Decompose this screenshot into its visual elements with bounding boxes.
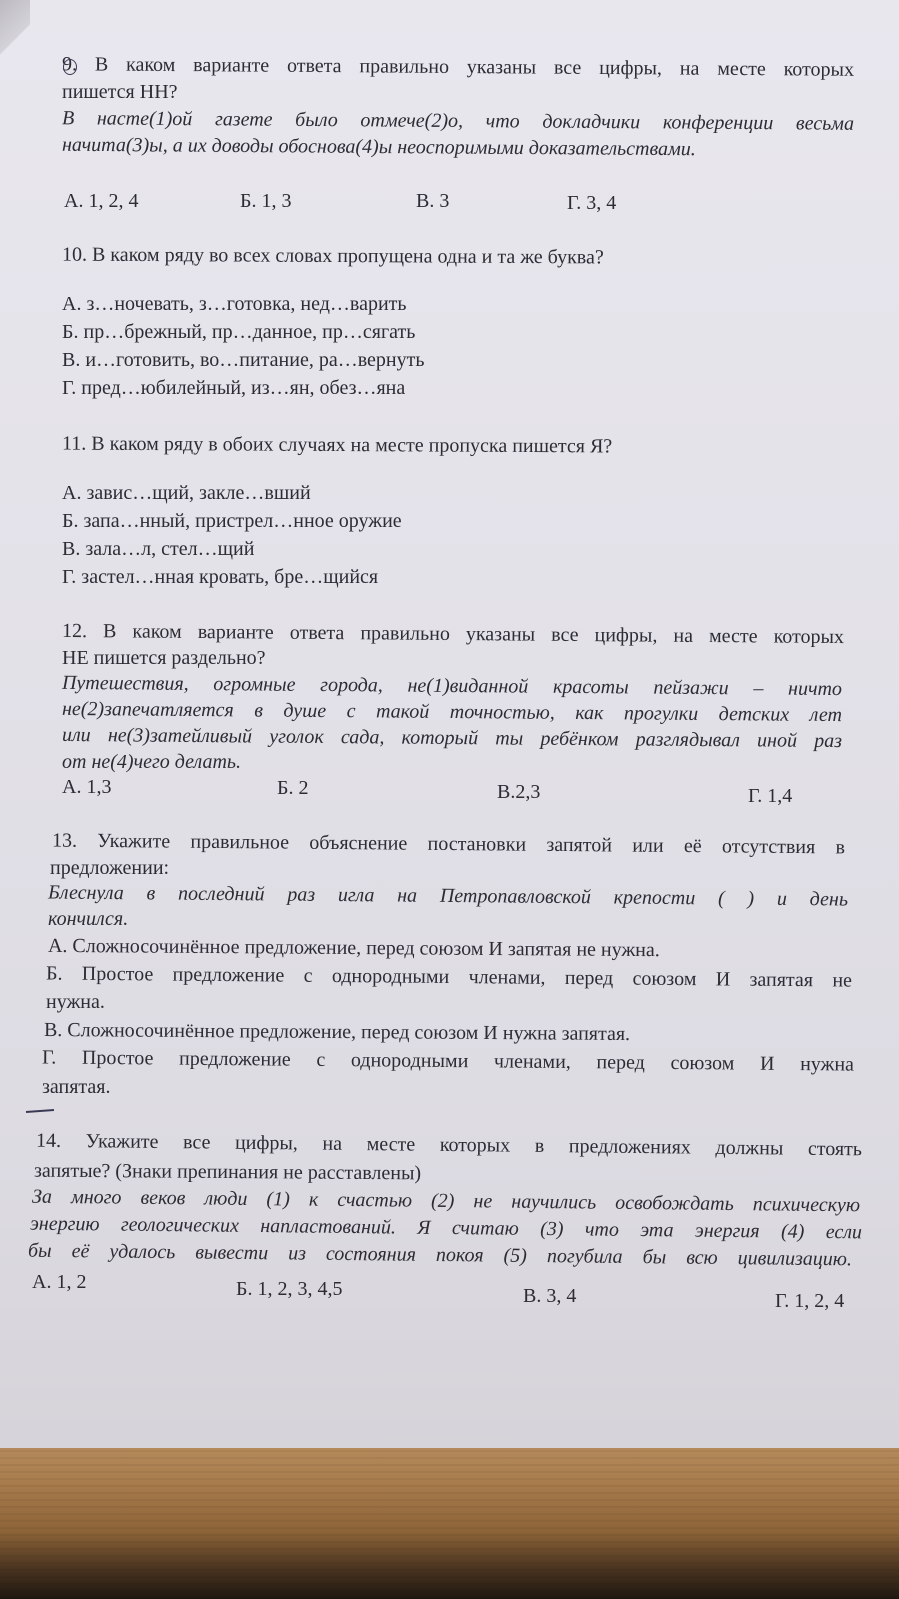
q9-title-line-2: пишется НН? [62,81,178,103]
q11-title: 11. В каком ряду в обоих случаях на месте пропуска пишется Я? [61,432,613,458]
q9-option-a: А. 1, 2, 4 [64,190,139,212]
q12-option-b: Б. 2 [277,777,309,799]
q14-text-line-3: бы её удалось вывести из состояния покоя (5) погубила бы всю цивилизацию. [27,1239,853,1271]
q9-option-b: Б. 1, 3 [240,190,292,212]
q11-option-d: Г. застел…нная кровать, бре…щийся [62,566,379,588]
q12-text-line-3: или не(3)затейливый уголок сада, который ты ребёнком разглядывал иной раз [61,723,843,753]
q14-text-line-1: За много веков люди (1) к счастью (2) не научились освобождать психическую [31,1185,861,1217]
q12-title-line-2: НЕ пишется раздельно? [62,647,266,669]
q13-title-line-1: 13. Укажите правильное объяснение постановки запятой или её отсутствия в [51,829,846,859]
q13-option-c: В. Сложносочинённое предложение, перед союзом И нужна запятая. [43,1018,631,1046]
q13-option-d-line-1: Г. Простое предложение с однородными членами, перед союзом И нужна [41,1046,855,1076]
q11-option-a: А. завис…щий, закле…вший [62,482,311,504]
q14-option-d: Г. 1, 2, 4 [775,1290,845,1312]
q14-option-b: Б. 1, 2, 3, 4,5 [236,1278,343,1300]
q10-option-d: Г. пред…юбилейный, из…ян, обез…яна [62,377,406,399]
pen-circle-mark [63,59,77,75]
q9-option-c: В. 3 [416,190,450,212]
q13-title-line-2: предложении: [50,857,170,879]
wooden-desk-background [0,1448,899,1599]
q9-text-line-1: В насте(1)ой газете было отмече(2)о, что докладчики конференции весьма [61,107,855,135]
q13-option-b-line-2: нужна. [46,991,105,1013]
q14-title-line-1: 14. Укажите все цифры, на месте которых в предложениях должны стоять [35,1129,863,1161]
q11-option-b: Б. запа…нный, пристрел…нное оружие [62,510,402,532]
q13-option-b-line-1: Б. Простое предложение с однородными членами, перед союзом И запятая не [45,962,853,992]
q12-option-c: В.2,3 [497,781,541,803]
q12-text-line-4: от не(4)чего делать. [62,751,242,773]
q12-text-line-1: Путешествия, огромные города, не(1)виданной красоты пейзажи – ничто [61,671,843,701]
q12-option-d: Г. 1,4 [748,785,793,807]
q9-option-d: Г. 3, 4 [567,192,617,214]
q10-option-a: А. з…ночевать, з…готовка, нед…варить [62,293,407,315]
q13-text-line-2: кончился. [48,908,129,930]
pen-dash-mark [26,1109,54,1113]
q9-text-line-2: начита(3)ы, а их доводы обоснова(4)ы неоспоримыми доказательствами. [61,133,696,161]
q10-title: 10. В каком ряду во всех словах пропущена одна и та же буква? [61,243,604,269]
q13-text-line-1: Блеснула в последний раз игла на Петропавловской крепости ( ) и день [47,881,849,911]
q14-option-a: А. 1, 2 [32,1271,87,1293]
q11-option-c: В. зала…л, стел…щий [62,538,255,560]
q14-title-line-2: запятые? (Знаки препинания не расставлены) [33,1159,422,1185]
q12-title-line-1: 12. В каком варианте ответа правильно указаны все цифры, на месте которых [61,619,845,649]
q12-text-line-2: не(2)запечатляется в душе с такой точностью, как прогулки детских лет [61,697,843,727]
q10-option-b: Б. пр…брежный, пр…данное, пр…сягать [62,321,416,343]
q9-title-line-1: 9. В каком варианте ответа правильно указаны все цифры, на месте которых [61,53,855,81]
q14-text-line-2: энергию геологических напластований. Я считаю (3) что эта энергия (4) если [29,1212,863,1244]
q12-option-a: А. 1,3 [62,776,112,798]
q10-option-c: В. и…готовить, во…питание, ра…вернуть [62,349,425,371]
q13-option-d-line-2: запятая. [42,1076,111,1098]
q13-option-a: А. Сложносочинённое предложение, перед союзом И запятая не нужна. [47,934,660,962]
q14-option-c: В. 3, 4 [523,1285,577,1307]
